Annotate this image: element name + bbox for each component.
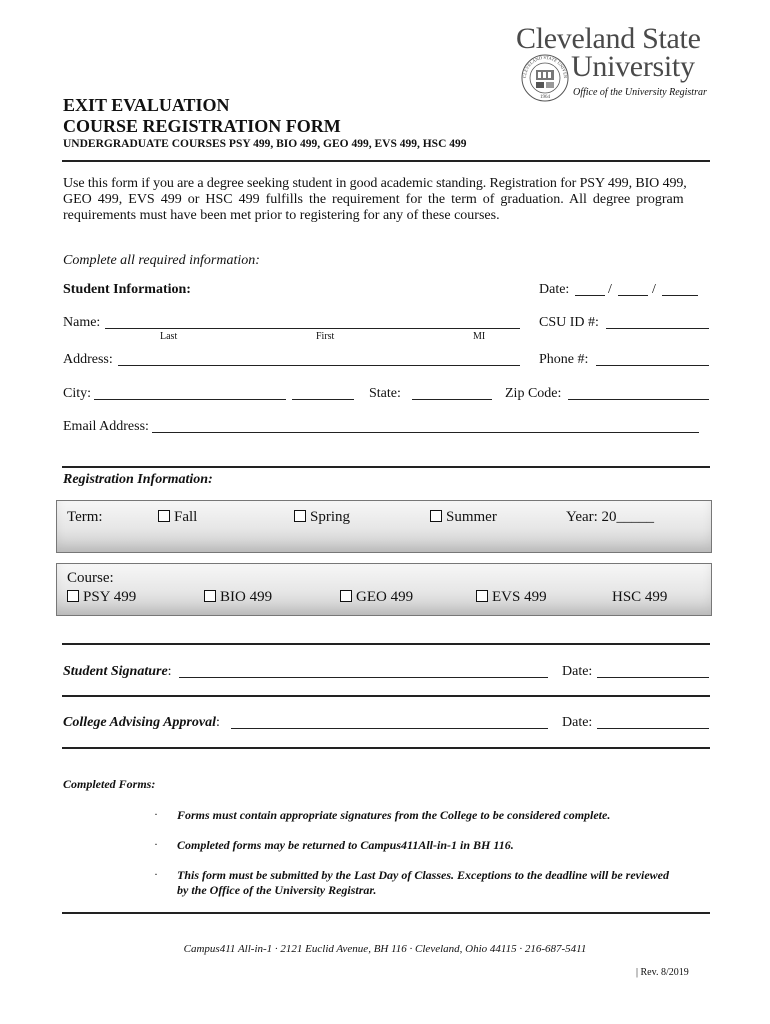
name-label: Name: xyxy=(63,315,101,330)
logo-line-1: Cleveland State xyxy=(516,22,701,55)
date-label: Date: xyxy=(539,282,570,297)
date-day-field[interactable] xyxy=(618,295,648,296)
term-fall-option[interactable] xyxy=(158,509,197,526)
header-divider xyxy=(62,160,710,162)
psy-label: PSY 499 xyxy=(83,589,137,605)
address-field[interactable] xyxy=(118,365,520,366)
term-spring-option[interactable] xyxy=(294,509,350,526)
form-subtitle: UNDERGRADUATE COURSES PSY 499, BIO 499, GEO 499, EVS 499, HSC 499 xyxy=(63,138,467,150)
spring-checkbox[interactable] xyxy=(294,510,306,522)
footer-address: Campus411 All-in-1 · 2121 Euclid Avenue, BH 116 · Cleveland, Ohio 44115 · 216-687-5411 xyxy=(183,943,587,955)
spring-label: Spring xyxy=(310,509,351,525)
fall-checkbox[interactable] xyxy=(158,510,170,522)
email-field[interactable] xyxy=(152,432,699,433)
evs-checkbox[interactable] xyxy=(476,590,488,602)
college-approval-label: College Advising Approval xyxy=(63,715,216,730)
name-last-caption: Last xyxy=(160,331,178,342)
summer-checkbox[interactable] xyxy=(430,510,442,522)
state-field[interactable] xyxy=(412,399,492,400)
registration-divider xyxy=(62,643,710,645)
term-box xyxy=(56,500,712,553)
geo-checkbox[interactable] xyxy=(340,590,352,602)
form-title-line-1: EXIT EVALUATION xyxy=(63,95,230,115)
city-field-extra[interactable] xyxy=(292,399,354,400)
college-date-label: Date: xyxy=(562,715,593,730)
psy-checkbox[interactable] xyxy=(67,590,79,602)
city-field[interactable] xyxy=(94,399,286,400)
college-approval-row xyxy=(63,715,220,731)
registration-heading: Registration Information: xyxy=(63,472,213,487)
date-year-field[interactable] xyxy=(662,295,698,296)
course-bio-option[interactable] xyxy=(204,589,272,606)
student-sign-date-label: Date: xyxy=(562,664,593,679)
bullet-2-text: Completed forms may be returned to Campus411All-in-1 in BH 116. xyxy=(177,838,514,852)
signature-divider-2 xyxy=(62,747,710,749)
zip-field[interactable] xyxy=(568,399,709,400)
footer-divider xyxy=(62,912,710,914)
bullet-1-text: Forms must contain appropriate signatures from the College to be considered complete. xyxy=(177,808,611,822)
student-signature-row xyxy=(63,664,172,680)
seal-text: CLEVELAND STATE UNIVER xyxy=(521,54,569,79)
bullet-2-marker: · xyxy=(154,837,158,851)
csu-id-label: CSU ID #: xyxy=(539,315,599,330)
course-evs-option[interactable] xyxy=(476,589,547,606)
course-hsc-label: HSC 499 xyxy=(612,589,668,605)
evs-label: EVS 499 xyxy=(492,589,547,605)
student-sign-date-field[interactable] xyxy=(597,677,709,678)
geo-label: GEO 499 xyxy=(356,589,414,605)
name-field[interactable] xyxy=(105,328,520,329)
term-summer-option[interactable] xyxy=(430,509,497,526)
intro-line-3: requirements must have been met prior to registering for any of these courses. xyxy=(63,208,500,223)
name-mi-caption: MI xyxy=(473,331,486,342)
course-label: Course: xyxy=(67,570,114,586)
completed-forms-heading: Completed Forms: xyxy=(63,777,156,791)
signature-divider-1 xyxy=(62,695,710,697)
name-first-caption: First xyxy=(316,331,335,342)
seal-year: 1964 xyxy=(540,95,550,100)
csu-id-field[interactable] xyxy=(606,328,709,329)
university-seal-icon xyxy=(520,53,570,103)
date-slash-1: / xyxy=(608,282,612,297)
intro-line-1: Use this form if you are a degree seeking student in good academic standing. Registration for PSY 499, BIO 499, xyxy=(63,176,687,191)
revision-note: | Rev. 8/2019 xyxy=(636,967,689,978)
bullet-3-text-line-1: This form must be submitted by the Last Day of Classes. Exceptions to the deadline will be reviewed xyxy=(177,868,669,882)
bio-checkbox[interactable] xyxy=(204,590,216,602)
college-approval-colon: : xyxy=(215,715,220,730)
student-info-heading: Student Information: xyxy=(63,282,191,297)
college-approval-field[interactable] xyxy=(231,728,548,729)
term-label: Term: xyxy=(67,509,103,525)
year-field[interactable]: Year: 20_____ xyxy=(566,509,655,525)
date-month-field[interactable] xyxy=(575,295,605,296)
bullet-3-text-line-2: by the Office of the University Registrar. xyxy=(177,883,377,897)
phone-field[interactable] xyxy=(596,365,709,366)
bio-label: BIO 499 xyxy=(220,589,273,605)
course-psy-option[interactable] xyxy=(67,589,136,606)
student-divider xyxy=(62,466,710,468)
bullet-3-marker: · xyxy=(154,867,158,881)
email-label: Email Address: xyxy=(63,419,149,434)
logo-line-2: University xyxy=(571,50,695,83)
form-title-line-2: COURSE REGISTRATION FORM xyxy=(63,116,341,136)
course-box xyxy=(56,563,712,616)
intro-line-2: GEO 499, EVS 499 or HSC 499 fulfills the requirement for the term of graduation. All degree program xyxy=(63,192,684,207)
summer-label: Summer xyxy=(446,509,497,525)
student-signature-label: Student Signature xyxy=(63,664,168,679)
phone-label: Phone #: xyxy=(539,352,589,367)
registrar-office: Office of the University Registrar xyxy=(573,87,707,98)
address-label: Address: xyxy=(63,352,113,367)
student-signature-colon: : xyxy=(167,664,172,679)
complete-instruction: Complete all required information: xyxy=(63,253,260,268)
course-geo-option[interactable] xyxy=(340,589,413,606)
college-date-field[interactable] xyxy=(597,728,709,729)
city-label: City: xyxy=(63,386,92,401)
zip-label: Zip Code: xyxy=(505,386,562,401)
student-signature-field[interactable] xyxy=(179,677,548,678)
state-label: State: xyxy=(369,386,401,401)
fall-label: Fall xyxy=(174,509,198,525)
bullet-1-marker: · xyxy=(154,807,158,821)
date-slash-2: / xyxy=(652,282,656,297)
